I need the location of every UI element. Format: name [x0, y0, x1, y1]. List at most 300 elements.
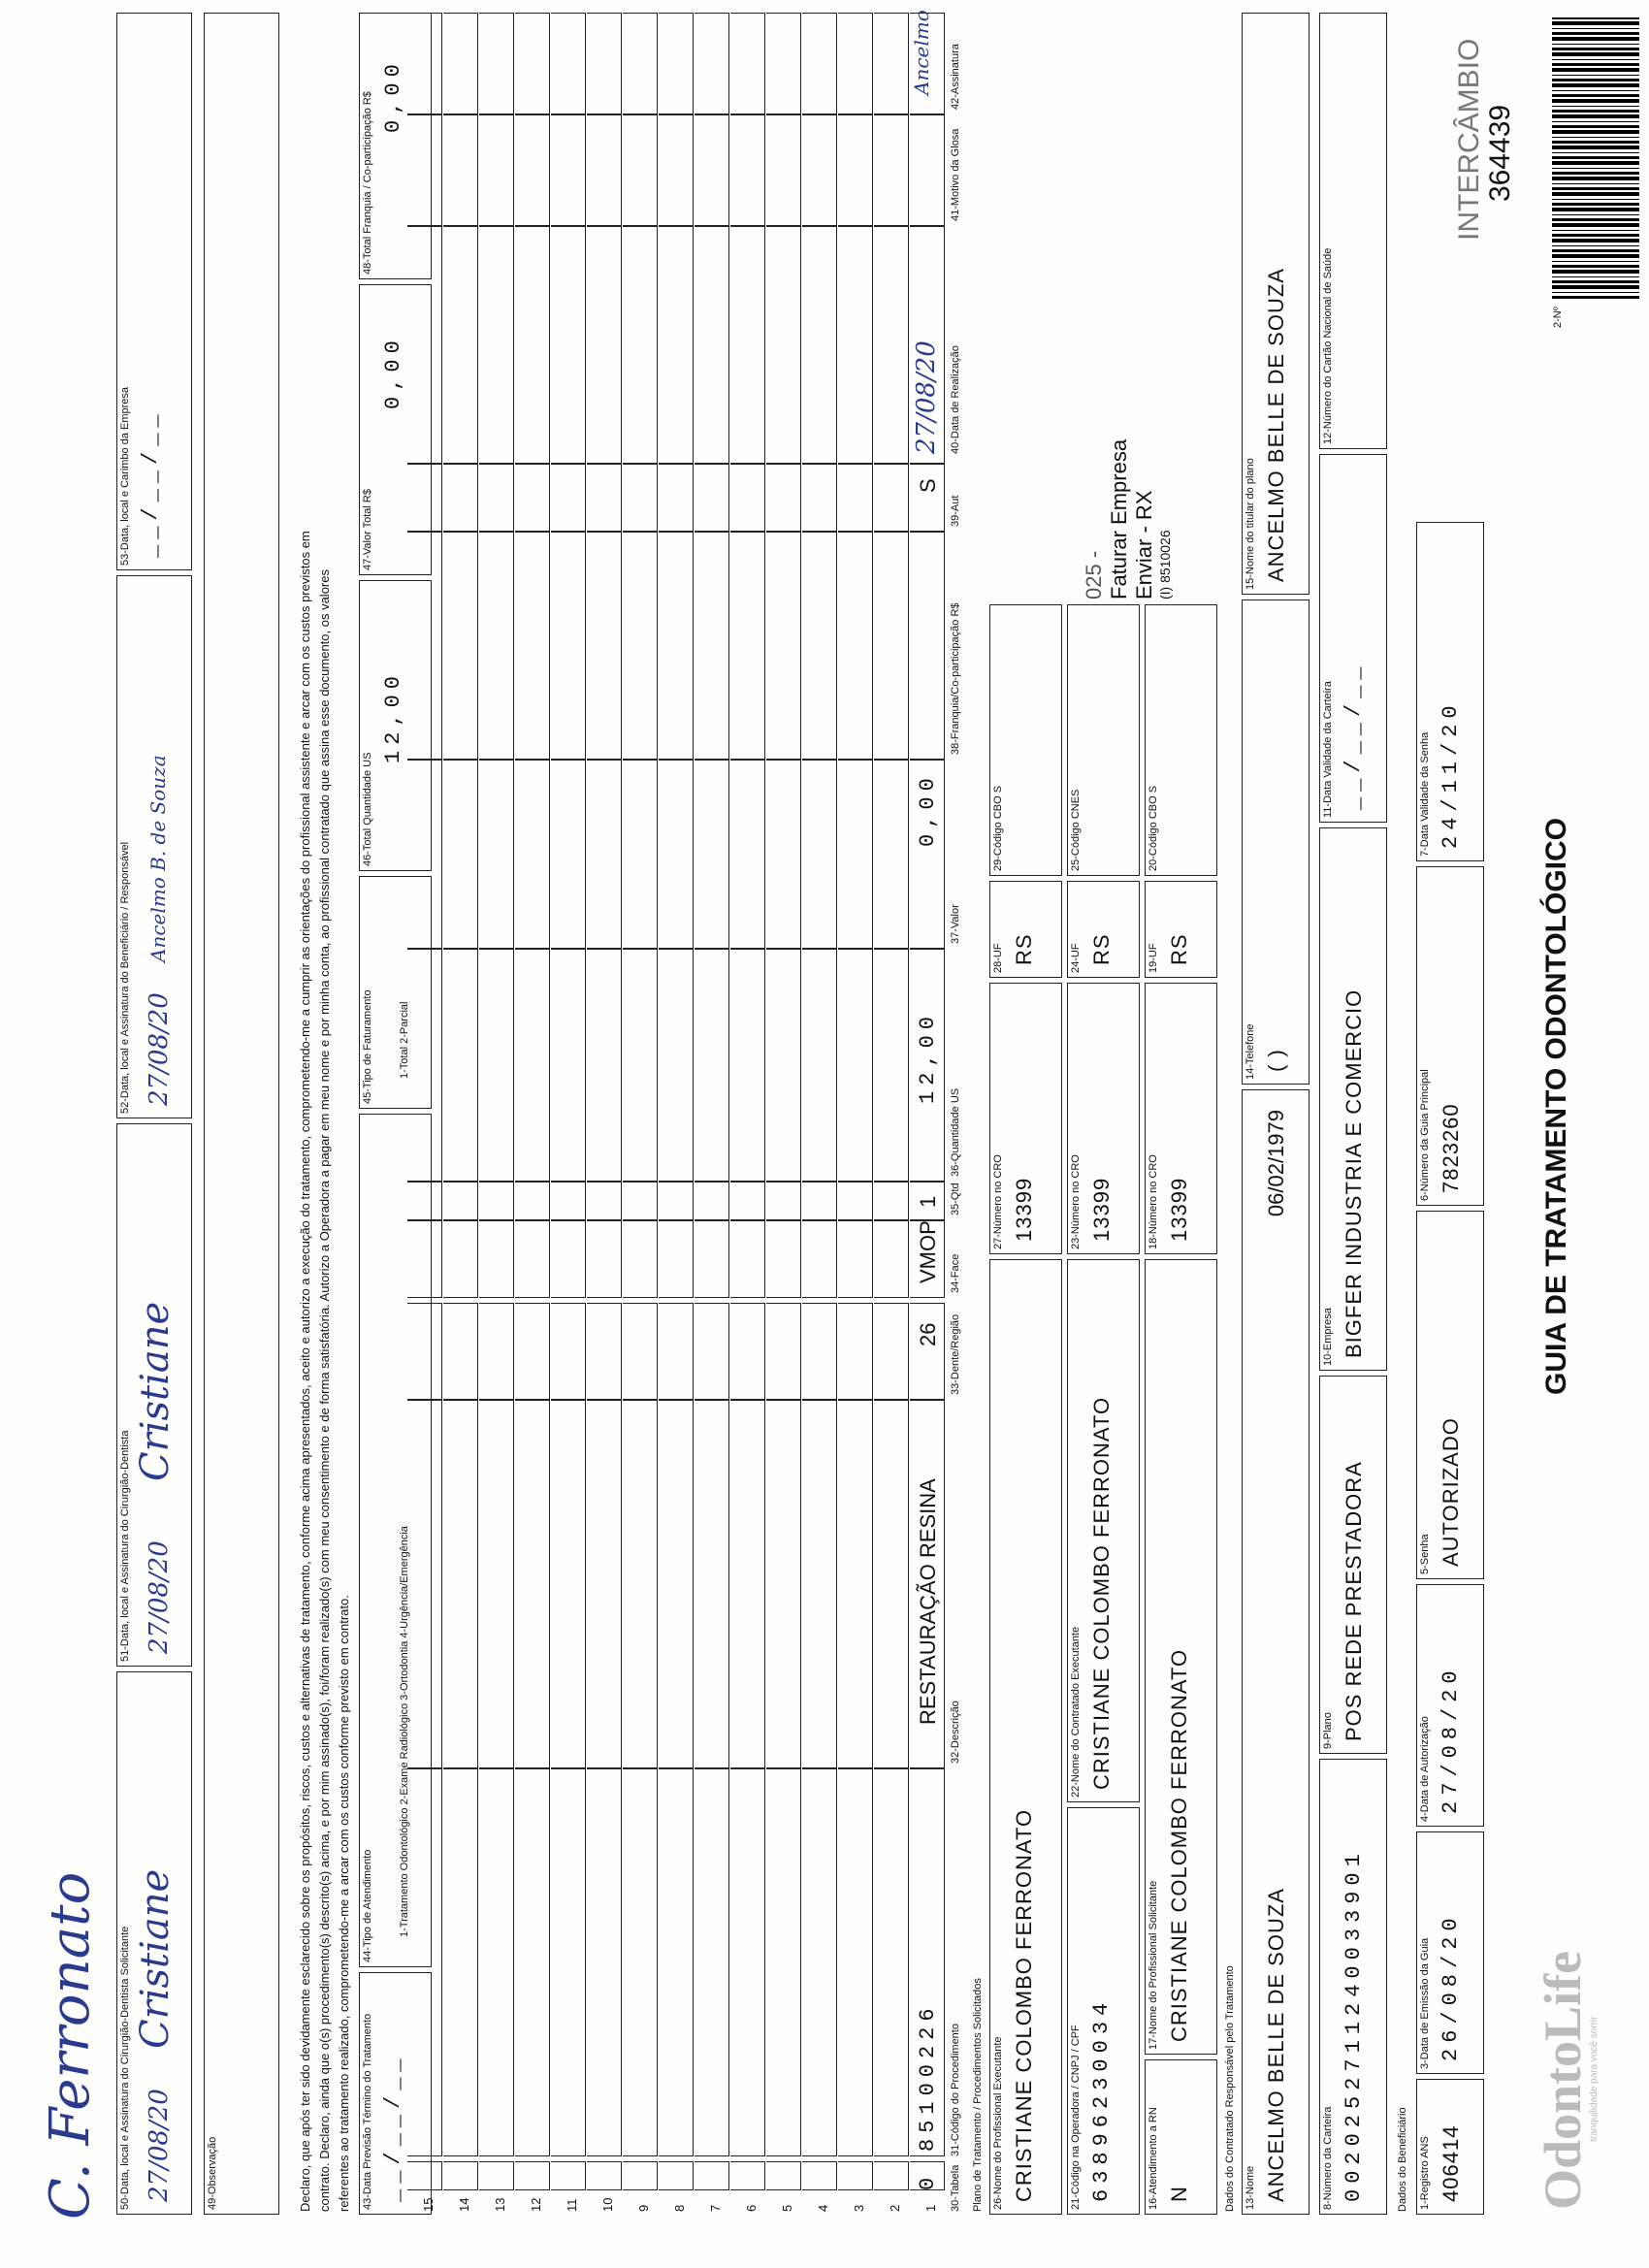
row-cell [515, 2161, 550, 2190]
barcode [1552, 17, 1639, 299]
row-cell [659, 2161, 694, 2190]
value: CRISTIANE COLOMBO FERRONATO [1089, 1396, 1114, 1790]
row-cell [838, 13, 873, 114]
field-1 [1416, 2079, 1484, 2215]
row-number: 10 [600, 2197, 615, 2212]
row-cell [659, 226, 694, 464]
label: 27-Número no CRO [992, 1154, 1004, 1249]
row-cell [587, 1303, 622, 1400]
field-11 [1319, 454, 1387, 823]
label: 52-Data, local e Assinatura do Beneficiário / Responsável [119, 841, 131, 1114]
value: 0,00 [381, 58, 405, 133]
col-41: 41-Motivo da Glosa [950, 128, 961, 221]
row-cell [659, 1303, 694, 1400]
field-51 [116, 1123, 192, 1667]
field-21 [1067, 1807, 1140, 2215]
proc-row-1-values [910, 0, 947, 2268]
row-cell [479, 226, 514, 464]
row-cell [587, 1400, 622, 1768]
field-19 [1145, 881, 1217, 978]
row-cell [695, 2161, 729, 2190]
row-cell [515, 1303, 550, 1400]
row-number: 8 [672, 2204, 687, 2212]
row-cell [695, 1400, 729, 1768]
row-cell [479, 2161, 514, 2190]
row-cell [730, 226, 765, 464]
row-cell [802, 226, 837, 464]
proc-row [551, 0, 588, 2268]
field-53 [116, 13, 192, 570]
row-cell [838, 1768, 873, 2156]
row-number: 5 [780, 2204, 794, 2212]
row-cell [802, 13, 837, 114]
row-cell [515, 13, 550, 114]
row-cell [874, 1182, 909, 1220]
row-cell [802, 949, 837, 1182]
value: POS REDE PRESTADORA [1342, 1461, 1366, 1741]
row-cell [766, 1220, 801, 1298]
proc-face: VMOP [916, 1220, 940, 1283]
row-cell [479, 464, 514, 532]
row-cell [730, 464, 765, 532]
section-contratado: Dados do Contratado Responsável pelo Tratamento [1224, 1965, 1236, 2212]
value: ANCELMO BELLE DE SOUZA [1264, 1888, 1288, 2202]
label: 44-Tipo de Atendimento [362, 1849, 373, 1962]
row-cell [479, 949, 514, 1182]
value: 7823260 [1439, 1103, 1463, 1193]
row-number: 9 [636, 2204, 651, 2212]
row-cell [443, 949, 478, 1182]
field-15 [1242, 13, 1310, 595]
row-cell [874, 2161, 909, 2190]
row-number: 2 [888, 2204, 902, 2212]
row-cell [587, 464, 622, 532]
row-cell [551, 1303, 586, 1400]
row-cell [802, 114, 837, 226]
row-cell [515, 1400, 550, 1768]
row-cell [443, 2161, 478, 2190]
stamp [1004, 347, 1217, 599]
field-16 [1145, 2059, 1217, 2215]
row-cell [551, 13, 586, 114]
proc-row [730, 0, 767, 2268]
row-cell [479, 1182, 514, 1220]
row-cell [730, 1220, 765, 1298]
col-34: 34-Face [950, 1253, 961, 1293]
label: 43-Data Previsão Término do Tratamento [362, 2013, 373, 2210]
field-13 [1242, 1089, 1310, 2215]
row-cell [766, 2161, 801, 2190]
proc-row [587, 0, 624, 2268]
row-cell [515, 1220, 550, 1298]
declaration-line-2: contrato. Declaro, ainda que o(s) procedimento(s) descrito(s) acima, e por mim assinado(s), foi/foram realizado(s) com meu consentimento e de forma satisfatória. Autorizo a Operadora a pagar em meu nome e por minha conta, ao profissional contratado que assina esse documento, os valores [317, 569, 332, 2212]
row-cell [515, 464, 550, 532]
field-9 [1319, 1376, 1387, 1754]
label: 51-Data, local e Assinatura do Cirurgião-Dentista [119, 1430, 131, 1662]
field-49 [204, 13, 279, 2215]
label: 8-Número da Carteira [1322, 2106, 1334, 2210]
proc-row [695, 0, 731, 2268]
col-33: 33-Dente/Região [950, 1313, 961, 1395]
row-cell [659, 464, 694, 532]
row-cell [874, 226, 909, 464]
label: 18-Número no CRO [1148, 1154, 1159, 1249]
row-cell [766, 1182, 801, 1220]
row-cell [479, 13, 514, 114]
row-cell [802, 1303, 837, 1400]
row-cell [838, 1182, 873, 1220]
date: 27/08/20 [145, 992, 174, 1106]
row-cell [766, 1303, 801, 1400]
row-cell [838, 949, 873, 1182]
field-22 [1067, 1259, 1140, 1802]
row-number: 3 [852, 2204, 866, 2212]
proc-row [623, 0, 660, 2268]
label: 11-Data Validade da Carteira [1322, 681, 1334, 818]
row-cell [730, 532, 765, 760]
row-cell [766, 949, 801, 1182]
row-cell [874, 1768, 909, 2156]
row-cell [695, 532, 729, 760]
row-cell [479, 760, 514, 949]
proc-dente: 26 [916, 1322, 940, 1346]
signature: Cristiane [133, 1868, 178, 2049]
row-cell [515, 532, 550, 760]
row-cell [695, 1303, 729, 1400]
label: 49-Observação [207, 2136, 218, 2210]
proc-row [838, 0, 875, 2268]
row-cell [623, 532, 658, 760]
row-cell [838, 114, 873, 226]
row-cell [730, 114, 765, 226]
value: 24/11/20 [1439, 699, 1463, 849]
row-cell [551, 760, 586, 949]
row-cell [479, 1400, 514, 1768]
row-cell [623, 949, 658, 1182]
row-cell [695, 226, 729, 464]
proc-valor: 0,00 [916, 772, 940, 847]
row-cell [838, 464, 873, 532]
field-24 [1067, 881, 1140, 978]
col-40: 40-Data de Realização [950, 345, 961, 454]
field-12 [1319, 13, 1387, 449]
row-cell [659, 1220, 694, 1298]
proc-qtd-us: 12,00 [916, 1010, 940, 1104]
label: 7-Data Validade da Senha [1419, 731, 1431, 857]
row-cell [730, 1400, 765, 1768]
value: 13399 [1089, 1177, 1114, 1242]
row-cell [623, 464, 658, 532]
col-30: 30-Tabela [950, 2164, 961, 2212]
row-cell [443, 114, 478, 226]
label: 1-Registro ANS [1419, 2136, 1431, 2210]
row-cell [515, 1768, 550, 2156]
row-cell [874, 760, 909, 949]
field-44 [359, 1114, 432, 1967]
value: 0020252711240033901 [1342, 1848, 1366, 2202]
stamp-line1: Faturar Empresa [1107, 438, 1131, 599]
row-cell [730, 1768, 765, 2156]
birth-date: 06/02/1979 [1264, 1110, 1288, 1217]
field-50 [116, 1671, 192, 2215]
row-cell [587, 1220, 622, 1298]
label: 26-Nome do Profissional Executante [992, 2036, 1004, 2210]
row-cell [659, 13, 694, 114]
value: __/__/__ [139, 408, 163, 558]
row-cell [551, 532, 586, 760]
row-cell [587, 532, 622, 760]
row-cell [443, 532, 478, 760]
row-cell [802, 1768, 837, 2156]
field-28 [989, 881, 1062, 978]
label: 16-Atendimento a RN [1148, 2107, 1159, 2210]
row-cell [479, 1220, 514, 1298]
value: CRISTIANE COLOMBO FERRONATO [1167, 1648, 1191, 2042]
row-cell [551, 1768, 586, 2156]
field-23 [1067, 983, 1140, 1254]
value: 1-Total 2-Parcial [399, 1001, 410, 1079]
proc-aut: S [916, 478, 940, 493]
row-cell [766, 1768, 801, 2156]
bottom-signature: C. Ferronato [39, 1871, 102, 2219]
label: 14-Telefone [1245, 1023, 1256, 1080]
row-cell [659, 1182, 694, 1220]
value: CRISTIANE COLOMBO FERRONATO [1012, 1808, 1036, 2202]
label: 50-Data, local e Assinatura do Cirurgião-Dentista Solicitante [119, 1926, 131, 2210]
value: ANCELMO BELLE DE SOUZA [1264, 268, 1288, 582]
row-cell [838, 226, 873, 464]
col-37: 37-Valor [950, 904, 961, 944]
row-cell [443, 1400, 478, 1768]
value: 13399 [1167, 1177, 1191, 1242]
signature: Ancelmo B. de Souza [146, 755, 170, 962]
row-cell [874, 1220, 909, 1298]
row-cell [551, 1182, 586, 1220]
row-cell [874, 464, 909, 532]
logo [1533, 1950, 1600, 2210]
intercambio: INTERCÂMBIO [1453, 38, 1485, 241]
row-cell [730, 1182, 765, 1220]
col-35: 35-Qtd [950, 1183, 961, 1215]
row-cell [874, 1400, 909, 1768]
row-cell [695, 114, 729, 226]
row-cell [443, 1768, 478, 2156]
row-cell [695, 949, 729, 1182]
row-cell [838, 1303, 873, 1400]
row-cell [623, 1182, 658, 1220]
proc-row [766, 0, 803, 2268]
row-cell [802, 1220, 837, 1298]
label: 3-Data de Emissão da Guia [1419, 1937, 1431, 2069]
value: __/__/__ [381, 2053, 405, 2202]
proc-assinatura-signature: Ancelmo [910, 10, 933, 95]
row-cell [659, 532, 694, 760]
value: 406414 [1439, 2124, 1463, 2202]
value: N [1167, 2186, 1191, 2202]
value: __/__/__ [1342, 661, 1366, 810]
row-cell [479, 114, 514, 226]
row-cell [838, 760, 873, 949]
value: ( ) [1264, 1049, 1288, 1072]
label: 48-Total Franquia / Co-participação R$ [362, 91, 373, 275]
row-cell [659, 114, 694, 226]
proc-qtd: 1 [916, 1195, 940, 1208]
proc-row [659, 0, 695, 2268]
row-cell [443, 760, 478, 949]
row-cell [515, 949, 550, 1182]
row-number: 4 [816, 2204, 830, 2212]
row-cell [623, 1303, 658, 1400]
row-cell [730, 2161, 765, 2190]
row-number: 15 [421, 2197, 436, 2212]
proc-data: 27/08/20 [912, 340, 941, 454]
label: 25-Código CNES [1070, 789, 1082, 871]
row-number: 1 [923, 2204, 938, 2212]
field-52 [116, 575, 192, 1118]
row-cell [730, 949, 765, 1182]
row-cell [587, 1768, 622, 2156]
row-cell [659, 760, 694, 949]
row-cell [874, 949, 909, 1182]
declaration-line-3: referentes ao tratamento realizado, comprometendo-me a arcar com os custos conforme previsto em contrato. [337, 1595, 351, 2212]
row-cell [587, 949, 622, 1182]
row-cell [695, 464, 729, 532]
proc-row [479, 0, 516, 2268]
field-20 [1145, 604, 1217, 876]
row-cell [838, 2161, 873, 2190]
logo-tagline: tranquilidade para você sorrir [1589, 2016, 1600, 2142]
field-45 [359, 876, 432, 1109]
label: 28-UF [992, 943, 1004, 973]
row-cell [443, 464, 478, 532]
row-cell [730, 13, 765, 114]
label: 24-UF [1070, 943, 1082, 973]
row-cell [551, 114, 586, 226]
row-cell [766, 114, 801, 226]
label: 19-UF [1148, 943, 1159, 973]
col-39: 39-Aut [950, 495, 961, 527]
stamp-line3: (I) 8510026 [1157, 530, 1173, 599]
row-cell [587, 1182, 622, 1220]
row-cell [479, 1768, 514, 2156]
value: 13399 [1012, 1177, 1036, 1242]
row-cell [443, 226, 478, 464]
section-plano: Plano de Tratamento / Procedimentos Solicitados [972, 1978, 984, 2212]
row-cell [874, 1303, 909, 1400]
row-cell [695, 760, 729, 949]
row-cell [838, 532, 873, 760]
col-32: 32-Descrição [950, 1701, 961, 1764]
row-cell [802, 1182, 837, 1220]
value: RS [1012, 933, 1036, 965]
field-5 [1416, 1211, 1484, 1579]
row-number: 6 [744, 2204, 759, 2212]
row-cell [587, 226, 622, 464]
field-7 [1416, 522, 1484, 861]
row-cell [838, 1400, 873, 1768]
label: 20-Código CBO S [1148, 785, 1159, 871]
row-cell [623, 1220, 658, 1298]
row-cell [802, 760, 837, 949]
row-cell [551, 464, 586, 532]
doc-number: 364439 [1484, 104, 1516, 202]
row-cell [443, 13, 478, 114]
row-cell [587, 114, 622, 226]
row-cell [874, 532, 909, 760]
row-cell [874, 13, 909, 114]
page-title: GUIA DE TRATAMENTO ODONTOLÓGICO [1540, 818, 1572, 1395]
label: 10-Empresa [1322, 1308, 1334, 1366]
field-17 [1145, 1259, 1217, 2055]
row-cell [623, 114, 658, 226]
field-29 [989, 604, 1062, 876]
proc-row [443, 0, 480, 2268]
row-cell [802, 532, 837, 760]
row-cell [802, 2161, 837, 2190]
value: 12,00 [381, 669, 405, 763]
label: 6-Número da Guia Principal [1419, 1069, 1431, 1201]
doc-number-label: 2-Nº [1552, 307, 1564, 328]
label: 53-Data, local e Carimbo da Empresa [119, 386, 131, 566]
row-cell [443, 1303, 478, 1400]
row-number: 14 [457, 2197, 471, 2212]
row-number: 7 [708, 2204, 723, 2212]
row-cell [659, 1768, 694, 2156]
row-cell [479, 532, 514, 760]
value: AUTORIZADO [1439, 1417, 1463, 1567]
row-cell [874, 114, 909, 226]
label: 17-Nome do Profissional Solicitante [1148, 1880, 1159, 2050]
stamp-code: 025 - [1082, 550, 1106, 599]
value: 26/08/20 [1439, 1912, 1463, 2061]
row-cell [551, 226, 586, 464]
row-cell [766, 532, 801, 760]
row-cell [551, 1400, 586, 1768]
row-cell [443, 1220, 478, 1298]
table-header [946, 0, 965, 2268]
value: 1-Tratamento Odontológico 2-Exame Radiológico 3-Ortodontia 4-Urgência/Emergência [399, 1526, 410, 1937]
row-cell [695, 13, 729, 114]
row-cell [623, 1400, 658, 1768]
row-cell [515, 760, 550, 949]
row-cell [659, 949, 694, 1182]
row-number: 11 [565, 2198, 579, 2212]
proc-tabela: 0 [916, 2171, 940, 2190]
row-cell [551, 949, 586, 1182]
row-cell [802, 464, 837, 532]
label: 9-Plano [1322, 1712, 1334, 1749]
row-cell [587, 2161, 622, 2190]
row-cell [766, 760, 801, 949]
label: 45-Tipo de Faturamento [362, 989, 373, 1104]
row-cell [515, 226, 550, 464]
field-4 [1416, 1584, 1484, 1827]
value: 0,00 [381, 335, 405, 409]
row-cell [623, 1768, 658, 2156]
logo-text: OdontoLife [1534, 1950, 1592, 2210]
proc-row [802, 0, 839, 2268]
row-cell [623, 226, 658, 464]
row-cell [587, 13, 622, 114]
label: 23-Número no CRO [1070, 1154, 1082, 1249]
proc-row [874, 0, 911, 2268]
col-38: 38-Franquia/Co-participação R$ [950, 602, 961, 755]
row-cell [838, 1220, 873, 1298]
row-cell [766, 226, 801, 464]
row-cell [730, 1303, 765, 1400]
field-27 [989, 983, 1062, 1254]
proc-codigo: 85100226 [916, 2002, 940, 2152]
